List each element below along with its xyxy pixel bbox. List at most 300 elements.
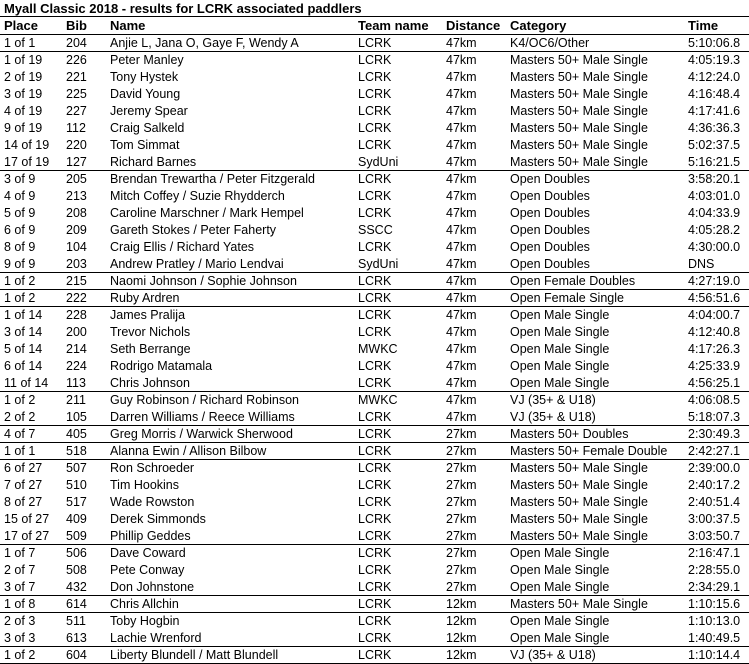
cell-distance: 27km — [442, 443, 506, 460]
cell-name: Gareth Stokes / Peter Faherty — [110, 223, 277, 237]
cell-bib: 225 — [66, 87, 87, 101]
cell-distance: 12km — [442, 613, 506, 630]
cell-place: 5 of 9 — [4, 206, 36, 220]
cell-team: LCRK — [354, 290, 442, 307]
cell-category: VJ (35+ & U18) — [510, 409, 596, 424]
cell-name: Caroline Marschner / Mark Hempel — [110, 206, 304, 220]
cell-bib: 409 — [66, 512, 87, 526]
cell-time: 2:40:17.2 — [688, 478, 741, 492]
cell-category: Masters 50+ Male Single — [510, 154, 648, 169]
cell-time: 4:56:25.1 — [688, 375, 741, 390]
cell-team: LCRK — [358, 87, 392, 101]
cell-bib: 222 — [62, 290, 106, 307]
table-row — [0, 358, 749, 375]
cell-distance: 47km — [442, 52, 506, 69]
column-header-name: Name — [106, 17, 354, 35]
cell-place: 6 of 14 — [4, 359, 43, 373]
cell-name: Peter Manley — [106, 52, 354, 69]
cell-name: Wade Rowston — [110, 495, 195, 509]
cell-distance: 47km — [446, 240, 477, 254]
cell-place: 6 of 27 — [0, 460, 62, 477]
cell-time: 3:00:37.5 — [688, 512, 741, 526]
cell-name: Naomi Johnson / Sophie Johnson — [106, 273, 354, 290]
cell-time: 2:42:27.1 — [684, 443, 749, 460]
cell-time: 4:25:33.9 — [688, 359, 741, 373]
cell-place: 6 of 9 — [4, 223, 36, 237]
cell-distance: 47km — [446, 121, 477, 135]
table-row — [0, 52, 749, 69]
column-header-distance: Distance — [442, 17, 506, 35]
cell-time: 4:05:28.2 — [688, 223, 741, 237]
table-row — [0, 324, 749, 341]
cell-team: LCRK — [354, 171, 442, 188]
cell-bib: 213 — [66, 189, 87, 203]
cell-time: 1:40:49.5 — [688, 630, 741, 645]
cell-distance: 27km — [446, 512, 477, 526]
cell-name: Andrew Pratley / Mario Lendvai — [110, 256, 284, 271]
table-row — [0, 613, 749, 630]
cell-bib: 227 — [66, 104, 87, 118]
cell-time: 2:30:49.3 — [684, 426, 749, 443]
cell-category: Masters 50+ Male Single — [510, 87, 648, 101]
cell-distance: 47km — [446, 223, 477, 237]
table-row — [0, 375, 749, 392]
cell-time: 4:04:33.9 — [688, 206, 741, 220]
cell-category: Open Doubles — [510, 240, 590, 254]
cell-category: Open Male Single — [510, 359, 610, 373]
cell-bib: 509 — [66, 528, 87, 543]
cell-place: 8 of 9 — [4, 240, 36, 254]
cell-bib: 209 — [66, 223, 87, 237]
cell-team: SSCC — [358, 223, 393, 237]
cell-name: Guy Robinson / Richard Robinson — [106, 392, 354, 409]
cell-category: Masters 50+ Male Single — [506, 52, 684, 69]
table-row — [0, 154, 749, 171]
cell-name: Mitch Coffey / Suzie Rhydderch — [110, 189, 285, 203]
cell-place: 4 of 19 — [4, 104, 43, 118]
cell-place: 3 of 19 — [4, 87, 43, 101]
cell-distance: 27km — [446, 495, 477, 509]
cell-category: Masters 50+ Male Single — [510, 70, 648, 84]
cell-place: 2 of 2 — [4, 409, 36, 424]
cell-bib: 204 — [66, 36, 87, 50]
cell-place: 1 of 8 — [0, 596, 62, 613]
table-row — [0, 409, 749, 426]
cell-team: LCRK — [358, 375, 392, 390]
cell-place: 17 of 19 — [4, 154, 50, 169]
cell-distance: 47km — [446, 87, 477, 101]
cell-name: Richard Barnes — [110, 154, 197, 169]
cell-name: Rodrigo Matamala — [110, 359, 213, 373]
cell-name: Tom Simmat — [110, 138, 180, 152]
cell-category: Open Female Single — [506, 290, 684, 307]
cell-team: MWKC — [358, 342, 398, 356]
cell-category: Masters 50+ Male Single — [510, 512, 648, 526]
cell-place: 14 of 19 — [4, 138, 50, 152]
cell-distance: 27km — [442, 426, 506, 443]
table-row — [0, 511, 749, 528]
table-row — [0, 239, 749, 256]
column-header-category: Category — [506, 17, 684, 35]
table-row — [0, 222, 749, 239]
cell-category: Masters 50+ Male Single — [506, 460, 684, 477]
cell-name: James Pralija — [106, 307, 354, 324]
cell-distance: 47km — [442, 273, 506, 290]
cell-team: LCRK — [354, 613, 442, 630]
cell-team: LCRK — [354, 273, 442, 290]
cell-bib: 215 — [62, 273, 106, 290]
cell-distance: 47km — [442, 392, 506, 409]
cell-team: LCRK — [358, 478, 392, 492]
cell-distance: 47km — [446, 189, 477, 203]
cell-category: Open Doubles — [510, 223, 590, 237]
column-header-time: Time — [684, 17, 749, 35]
cell-place: 3 of 3 — [4, 630, 36, 645]
cell-distance: 47km — [446, 256, 477, 271]
cell-time: 4:36:36.3 — [688, 121, 741, 135]
cell-time: 5:18:07.3 — [688, 409, 741, 424]
cell-name: Phillip Geddes — [110, 528, 191, 543]
cell-time: 4:04:00.7 — [684, 307, 749, 324]
cell-time: 1:10:15.6 — [684, 596, 749, 613]
cell-place: 1 of 14 — [0, 307, 62, 324]
cell-team: LCRK — [358, 630, 392, 645]
cell-name: Pete Conway — [110, 563, 185, 577]
cell-bib: 221 — [66, 70, 87, 84]
cell-distance: 47km — [442, 290, 506, 307]
cell-bib: 208 — [66, 206, 87, 220]
cell-name: Don Johnstone — [110, 579, 195, 594]
cell-category: Masters 50+ Doubles — [506, 426, 684, 443]
cell-category: VJ (35+ & U18) — [506, 392, 684, 409]
table-row — [0, 341, 749, 358]
cell-place: 3 of 9 — [0, 171, 62, 188]
cell-place: 17 of 27 — [4, 528, 50, 543]
cell-time: 4:17:41.6 — [688, 104, 741, 118]
results-table — [0, 16, 749, 664]
cell-name: Jeremy Spear — [110, 104, 188, 118]
cell-team: LCRK — [358, 528, 392, 543]
cell-distance: 27km — [446, 579, 477, 594]
cell-bib: 614 — [62, 596, 106, 613]
table-row — [0, 86, 749, 103]
cell-time: 4:56:51.6 — [684, 290, 749, 307]
cell-name: Liberty Blundell / Matt Blundell — [106, 647, 354, 664]
table-row — [0, 35, 749, 52]
cell-team: SydUni — [358, 154, 399, 169]
cell-bib: 604 — [62, 647, 106, 664]
cell-place: 9 of 9 — [4, 256, 36, 271]
cell-distance: 47km — [446, 342, 477, 356]
cell-distance: 27km — [446, 478, 477, 492]
cell-category: Masters 50+ Male Single — [510, 528, 648, 543]
cell-category: Open Doubles — [510, 206, 590, 220]
cell-distance: 12km — [446, 630, 477, 645]
cell-place: 1 of 2 — [0, 290, 62, 307]
cell-name: Greg Morris / Warwick Sherwood — [106, 426, 354, 443]
cell-name: Tim Hookins — [110, 478, 179, 492]
table-row — [0, 273, 749, 290]
cell-team: LCRK — [354, 52, 442, 69]
cell-team: LCRK — [358, 240, 392, 254]
cell-category: Open Doubles — [510, 256, 590, 271]
cell-category: Open Male Single — [506, 307, 684, 324]
cell-place: 8 of 27 — [4, 495, 43, 509]
table-row — [0, 630, 749, 647]
cell-bib: 211 — [62, 392, 106, 409]
cell-team: LCRK — [354, 460, 442, 477]
table-row — [0, 562, 749, 579]
cell-category: Masters 50+ Male Single — [510, 121, 648, 135]
cell-team: LCRK — [358, 325, 392, 339]
table-row — [0, 307, 749, 324]
cell-place: 2 of 7 — [4, 563, 36, 577]
cell-team: MWKC — [354, 392, 442, 409]
column-header-place: Place — [0, 17, 62, 35]
cell-name: Alanna Ewin / Allison Bilbow — [106, 443, 354, 460]
cell-category: Open Male Single — [510, 579, 610, 594]
cell-team: LCRK — [358, 189, 392, 203]
cell-name: Dave Coward — [106, 545, 354, 562]
cell-time: 4:17:26.3 — [688, 342, 741, 356]
table-row — [0, 205, 749, 222]
cell-time: 3:58:20.1 — [684, 171, 749, 188]
cell-category: Open Male Single — [510, 563, 610, 577]
table-row — [0, 171, 749, 188]
table-row — [0, 477, 749, 494]
cell-distance: 47km — [446, 409, 477, 424]
table-header-row — [0, 17, 749, 35]
cell-bib: 200 — [66, 325, 87, 339]
table-row — [0, 528, 749, 545]
cell-time: 1:10:13.0 — [684, 613, 749, 630]
cell-category: Open Male Single — [510, 630, 610, 645]
cell-place: 1 of 2 — [0, 647, 62, 664]
cell-team: LCRK — [358, 104, 392, 118]
results-body — [0, 35, 749, 664]
cell-name: Seth Berrange — [110, 342, 191, 356]
cell-bib: 105 — [66, 409, 87, 424]
cell-time: 4:12:24.0 — [688, 70, 741, 84]
cell-distance: 47km — [446, 138, 477, 152]
cell-place: 7 of 27 — [4, 478, 43, 492]
cell-time: 2:16:47.1 — [684, 545, 749, 562]
cell-team: LCRK — [358, 70, 392, 84]
cell-bib: 518 — [62, 443, 106, 460]
cell-category: VJ (35+ & U18) — [506, 647, 684, 664]
cell-name: Tony Hystek — [110, 70, 179, 84]
cell-time: 4:03:01.0 — [688, 189, 741, 203]
cell-category: Masters 50+ Male Single — [506, 596, 684, 613]
cell-distance: 47km — [446, 70, 477, 84]
cell-bib: 224 — [66, 359, 87, 373]
cell-time: 4:06:08.5 — [684, 392, 749, 409]
cell-time: 2:28:55.0 — [688, 563, 741, 577]
cell-category: Open Doubles — [510, 189, 590, 203]
cell-bib: 226 — [62, 52, 106, 69]
cell-place: 2 of 19 — [4, 70, 43, 84]
cell-distance: 47km — [446, 206, 477, 220]
table-row — [0, 460, 749, 477]
cell-time: 2:34:29.1 — [688, 579, 741, 594]
cell-distance: 47km — [442, 307, 506, 324]
table-row — [0, 290, 749, 307]
cell-team: LCRK — [354, 426, 442, 443]
cell-name: Chris Allchin — [106, 596, 354, 613]
cell-category: K4/OC6/Other — [510, 36, 590, 50]
cell-name: Ruby Ardren — [106, 290, 354, 307]
cell-place: 3 of 14 — [4, 325, 43, 339]
cell-team: LCRK — [358, 409, 392, 424]
table-row — [0, 443, 749, 460]
cell-team: LCRK — [358, 138, 392, 152]
cell-bib: 113 — [66, 375, 86, 390]
cell-team: LCRK — [358, 512, 392, 526]
cell-bib: 506 — [62, 545, 106, 562]
cell-distance: 47km — [446, 36, 477, 50]
cell-category: Masters 50+ Male Single — [510, 138, 648, 152]
cell-name: Toby Hogbin — [106, 613, 354, 630]
cell-team: LCRK — [354, 307, 442, 324]
cell-distance: 27km — [442, 545, 506, 562]
table-row — [0, 137, 749, 154]
table-row — [0, 596, 749, 613]
cell-place: 9 of 19 — [4, 121, 43, 135]
table-row — [0, 426, 749, 443]
cell-time: 4:30:00.0 — [688, 240, 741, 254]
cell-distance: 27km — [442, 460, 506, 477]
cell-bib: 613 — [66, 630, 87, 645]
cell-distance: 47km — [446, 375, 477, 390]
cell-distance: 47km — [446, 325, 477, 339]
cell-time: 2:40:51.4 — [688, 495, 741, 509]
cell-time: 4:16:48.4 — [688, 87, 741, 101]
cell-bib: 510 — [66, 478, 87, 492]
cell-bib: 228 — [62, 307, 106, 324]
table-row — [0, 69, 749, 86]
cell-time: 5:02:37.5 — [688, 138, 741, 152]
cell-distance: 12km — [442, 647, 506, 664]
cell-team: LCRK — [354, 545, 442, 562]
cell-place: 4 of 9 — [4, 189, 36, 203]
cell-place: 11 of 14 — [4, 375, 49, 390]
cell-time: 5:16:21.5 — [688, 154, 741, 169]
cell-category: Open Male Single — [506, 613, 684, 630]
cell-bib: 511 — [62, 613, 106, 630]
table-row — [0, 120, 749, 137]
cell-bib: 405 — [62, 426, 106, 443]
cell-team: LCRK — [354, 647, 442, 664]
cell-bib: 205 — [62, 171, 106, 188]
table-row — [0, 256, 749, 273]
cell-distance: 27km — [446, 563, 477, 577]
cell-time: 4:27:19.0 — [684, 273, 749, 290]
cell-team: LCRK — [354, 596, 442, 613]
table-row — [0, 103, 749, 120]
cell-time: 5:10:06.8 — [688, 36, 741, 50]
cell-place: 1 of 1 — [0, 443, 62, 460]
cell-bib: 214 — [66, 342, 87, 356]
cell-bib: 507 — [62, 460, 106, 477]
cell-bib: 112 — [66, 121, 86, 135]
column-header-team-name: Team name — [354, 17, 442, 35]
cell-name: Darren Williams / Reece Williams — [110, 409, 295, 424]
cell-team: LCRK — [358, 121, 392, 135]
cell-time: 2:39:00.0 — [684, 460, 749, 477]
cell-team: LCRK — [358, 563, 392, 577]
page-title: Myall Classic 2018 - results for LCRK associated paddlers — [4, 1, 362, 16]
cell-name: Ron Schroeder — [106, 460, 354, 477]
cell-bib: 517 — [66, 495, 87, 509]
cell-distance: 47km — [446, 104, 477, 118]
cell-team: SydUni — [358, 256, 399, 271]
cell-bib: 432 — [66, 579, 87, 594]
cell-category: Open Male Single — [510, 325, 610, 339]
table-row — [0, 545, 749, 562]
cell-bib: 508 — [66, 563, 87, 577]
cell-category: Masters 50+ Male Single — [510, 478, 648, 492]
cell-category: Open Female Doubles — [506, 273, 684, 290]
cell-name: Brendan Trewartha / Peter Fitzgerald — [106, 171, 354, 188]
cell-category: Open Doubles — [506, 171, 684, 188]
cell-distance: 27km — [446, 528, 477, 543]
cell-place: 1 of 1 — [4, 36, 36, 50]
table-row — [0, 188, 749, 205]
cell-place: 3 of 7 — [4, 579, 36, 594]
cell-bib: 127 — [66, 154, 87, 169]
cell-category: Masters 50+ Male Single — [510, 495, 648, 509]
column-header-bib: Bib — [62, 17, 106, 35]
cell-category: Masters 50+ Male Single — [510, 104, 648, 118]
cell-team: LCRK — [354, 443, 442, 460]
cell-time: 4:12:40.8 — [688, 325, 741, 339]
cell-bib: 203 — [66, 256, 87, 271]
cell-team: LCRK — [358, 36, 392, 50]
cell-distance: 12km — [442, 596, 506, 613]
cell-place: 1 of 7 — [0, 545, 62, 562]
table-row — [0, 579, 749, 596]
cell-name: Trevor Nichols — [110, 325, 191, 339]
cell-place: 1 of 2 — [0, 392, 62, 409]
cell-bib: 104 — [66, 240, 87, 254]
cell-team: LCRK — [358, 359, 392, 373]
cell-category: Masters 50+ Female Double — [506, 443, 684, 460]
cell-time: 1:10:14.4 — [684, 647, 749, 664]
cell-name: Derek Simmonds — [110, 512, 206, 526]
cell-category: Open Male Single — [506, 545, 684, 562]
cell-name: Lachie Wrenford — [110, 630, 202, 645]
cell-place: 15 of 27 — [4, 512, 50, 526]
cell-name: David Young — [110, 87, 181, 101]
cell-bib: 220 — [66, 138, 87, 152]
cell-time: DNS — [688, 256, 715, 271]
cell-category: Open Male Single — [510, 375, 610, 390]
cell-time: 3:03:50.7 — [688, 528, 741, 543]
cell-name: Chris Johnson — [110, 375, 190, 390]
cell-distance: 47km — [442, 171, 506, 188]
cell-name: Craig Salkeld — [110, 121, 185, 135]
cell-place: 5 of 14 — [4, 342, 43, 356]
table-row — [0, 494, 749, 511]
cell-team: LCRK — [358, 579, 392, 594]
cell-name: Craig Ellis / Richard Yates — [110, 240, 255, 254]
cell-place: 1 of 19 — [0, 52, 62, 69]
cell-category: Open Male Single — [510, 342, 610, 356]
cell-place: 1 of 2 — [0, 273, 62, 290]
table-row — [0, 392, 749, 409]
table-row — [0, 647, 749, 664]
cell-name: Anjie L, Jana O, Gaye F, Wendy A — [110, 36, 299, 50]
